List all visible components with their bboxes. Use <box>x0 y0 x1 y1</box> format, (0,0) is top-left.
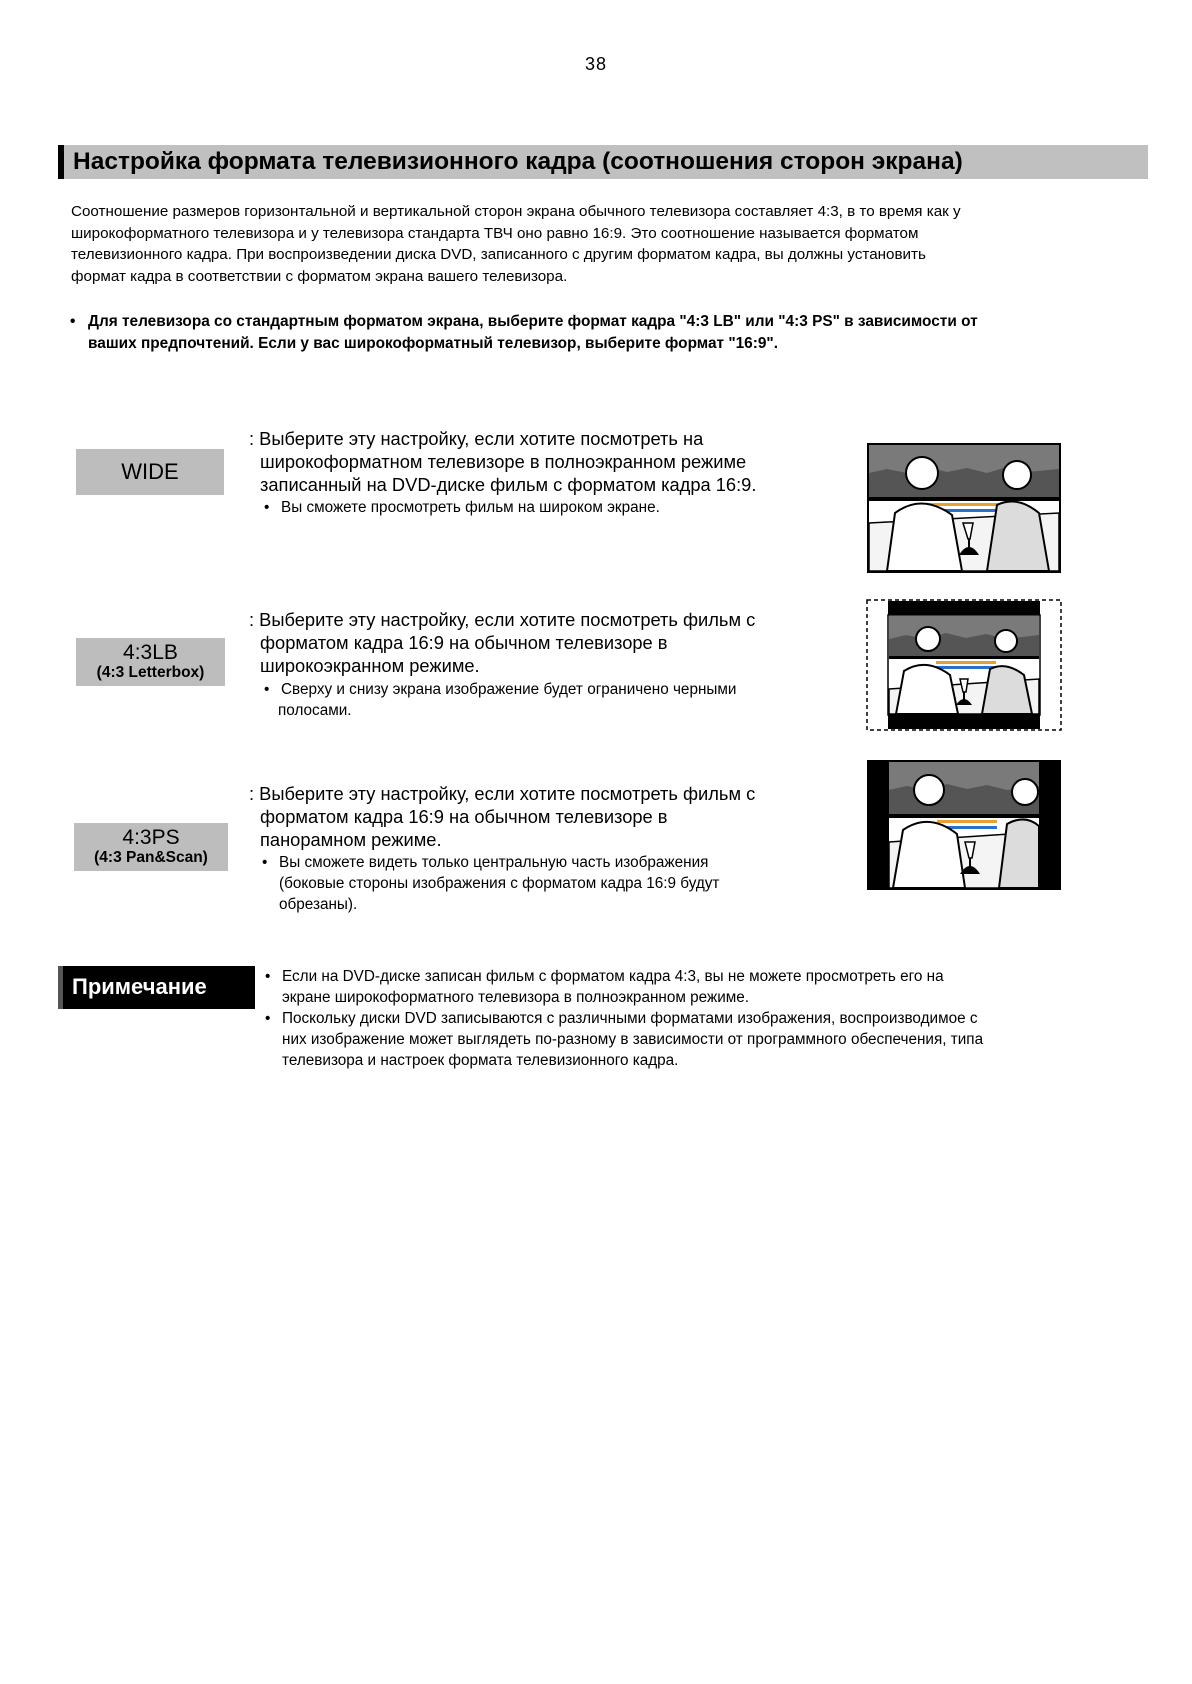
note-line: Если на DVD-диске записан фильм с форматом кадра 4:3, вы не можете просмотреть его на <box>282 968 944 985</box>
mode-note-letterbox <box>264 679 824 721</box>
mode-sublabel-text: (4:3 Letterbox) <box>96 664 205 681</box>
mode-description-panscan <box>249 782 755 851</box>
bullet: • <box>265 1010 271 1027</box>
intro-line: Соотношение размеров горизонтальной и вертикальной сторон экрана обычного телевизора составляет 4:3, в то время как у <box>71 203 961 220</box>
note-line: Сверху и снизу экрана изображение будет ограничено черными <box>281 681 737 698</box>
mode-label-panscan <box>74 823 228 871</box>
note-label-text: Примечание <box>72 974 207 999</box>
tip-paragraph <box>70 311 1150 355</box>
desc-line: панорамном режиме. <box>260 829 442 850</box>
desc-line: : Выберите эту настройку, если хотите посмотреть фильм с <box>249 609 756 630</box>
note-label <box>58 966 255 1009</box>
note-line: Вы сможете видеть только центральную часть изображения <box>279 854 709 871</box>
note-list <box>265 966 1145 1071</box>
note-line: них изображение может выглядеть по-разному в зависимости от программного обеспечения, типа <box>282 1031 984 1048</box>
mode-label-letterbox <box>76 638 225 686</box>
section-title: Настройка формата телевизионного кадра (соотношения сторон экрана) <box>73 148 963 175</box>
letterbox-screen-illustration <box>866 599 1062 731</box>
intro-line: формат кадра в соответствии с форматом экрана вашего телевизора. <box>71 267 568 285</box>
tip-line: ваших предпочтений. Если у вас широкоформатный телевизор, выберите формат "16:9". <box>88 335 778 352</box>
mode-sublabel-text: (4:3 Pan&Scan) <box>94 849 208 866</box>
note-line: Вы сможете просмотреть фильм на широком экране. <box>281 499 660 516</box>
desc-line: широкоформатном телевизоре в полноэкранном режиме <box>260 451 747 472</box>
desc-line: широкоэкранном режиме. <box>260 655 480 676</box>
desc-line: : Выберите эту настройку, если хотите посмотреть фильм с <box>249 783 756 804</box>
note-line: Поскольку диски DVD записываются с различными форматами изображения, воспроизводимое с <box>282 1010 978 1027</box>
bullet: • <box>70 313 76 330</box>
intro-line: широкоформатного телевизора и у телевизора стандарта ТВЧ оно равно 16:9. Это соотношение называется форматом <box>71 224 919 242</box>
desc-line: форматом кадра 16:9 на обычном телевизоре в <box>260 632 668 653</box>
bullet: • <box>264 681 270 698</box>
mode-label-text: 4:3PS <box>122 826 180 849</box>
mode-note-panscan <box>262 852 822 915</box>
bullet: • <box>265 968 271 985</box>
desc-line: форматом кадра 16:9 на обычном телевизоре в <box>260 806 668 827</box>
note-item <box>265 966 1145 1008</box>
note-line: телевизора и настроек формата телевизионного кадра. <box>282 1052 679 1069</box>
intro-line: телевизионного кадра. При воспроизведении диска DVD, записанного с другим форматом кадра, вы должны установить <box>71 246 926 263</box>
mode-description-wide <box>249 427 756 496</box>
desc-line: записанный на DVD-диске фильм с форматом кадра 16:9. <box>260 474 757 495</box>
mode-note-wide <box>264 497 824 518</box>
desc-line: : Выберите эту настройку, если хотите посмотреть на <box>249 428 704 449</box>
tip-line: Для телевизора со стандартным форматом экрана, выберите формат кадра "4:3 LB" или "4:3 PS" в зависимости от <box>88 313 978 330</box>
bullet: • <box>264 499 270 516</box>
note-line: экране широкоформатного телевизора в полноэкранном режиме. <box>282 989 750 1006</box>
note-line: обрезаны). <box>279 896 358 913</box>
mode-label-text: 4:3LB <box>123 641 178 664</box>
note-line: полосами. <box>278 702 352 719</box>
mode-label-wide <box>76 449 224 495</box>
bullet: • <box>262 854 268 871</box>
panscan-screen-illustration <box>867 760 1061 890</box>
mode-label-text: WIDE <box>121 459 179 484</box>
mode-description-letterbox <box>249 608 755 677</box>
note-item <box>265 1008 1145 1071</box>
note-line: (боковые стороны изображения с форматом кадра 16:9 будут <box>279 875 720 892</box>
intro-paragraph <box>71 201 1151 287</box>
wide-screen-illustration <box>867 443 1061 573</box>
page-number: 38 <box>584 54 608 74</box>
section-title-bar <box>58 145 1148 179</box>
